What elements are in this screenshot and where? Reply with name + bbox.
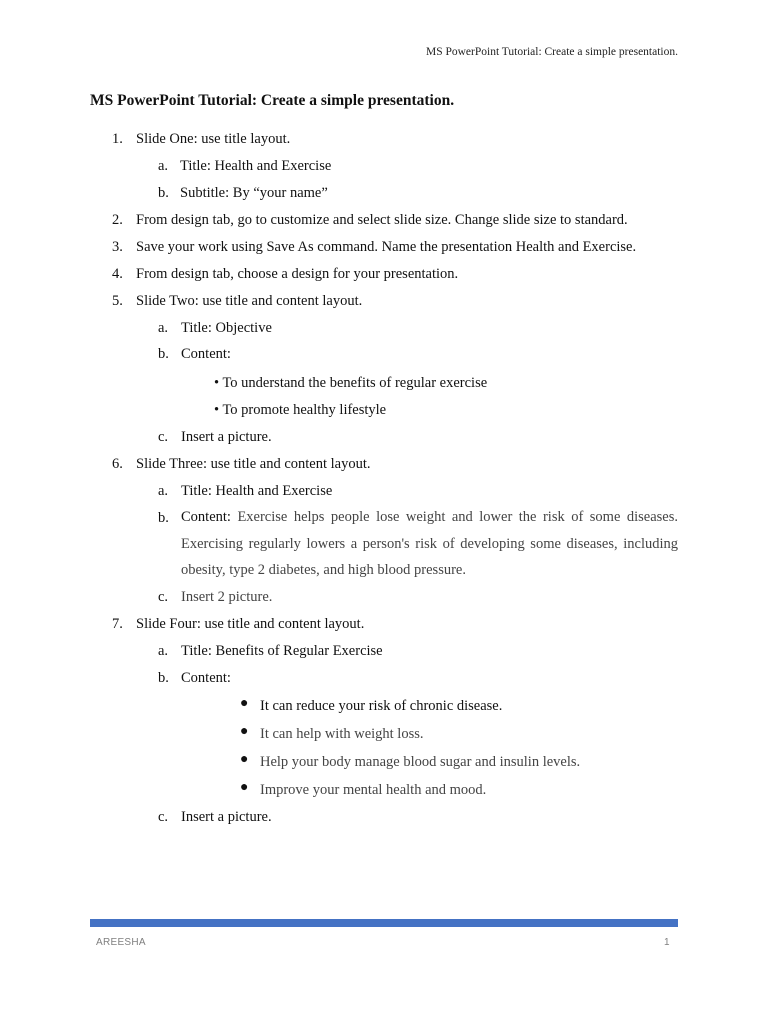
running-header: MS PowerPoint Tutorial: Create a simple presentation. — [425, 46, 678, 58]
step-6a-text: Title: Health and Exercise — [181, 483, 333, 499]
footer-bar — [90, 919, 678, 927]
step-6b-paragraph — [181, 504, 678, 584]
bullet-item: It can reduce your risk of chronic disease. — [260, 698, 503, 714]
bullet-dot-icon: ● — [240, 780, 249, 795]
sub-marker: a. — [158, 483, 169, 499]
sub-marker: c. — [158, 809, 169, 825]
sub-marker: b. — [158, 510, 169, 526]
step-4-text: From design tab, choose a design for your presentation. — [136, 266, 459, 282]
step-5-text: Slide Two: use title and content layout. — [136, 293, 363, 309]
list-number: 3. — [112, 239, 123, 255]
bullet-dot-icon: ● — [240, 752, 249, 767]
list-number: 6. — [112, 456, 123, 472]
step-2-text: From design tab, go to customize and select slide size. Change slide size to standard. — [136, 212, 628, 228]
sub-marker: b. — [158, 346, 169, 362]
bullet-item: It can help with weight loss. — [260, 726, 424, 742]
step-1a-text: Title: Health and Exercise — [180, 158, 332, 174]
step-7a-text: Title: Benefits of Regular Exercise — [181, 643, 383, 659]
sub-marker: a. — [158, 158, 169, 174]
bullet-dot-icon: ● — [240, 696, 249, 711]
sub-marker: c. — [158, 589, 169, 605]
step-6c-text: Insert 2 picture. — [181, 589, 273, 605]
sub-marker: b. — [158, 185, 169, 201]
bullet-item: • To promote healthy lifestyle — [214, 402, 387, 418]
step-5b-text: Content: — [181, 346, 231, 362]
page-number: 1 — [664, 937, 670, 948]
step-5c-text: Insert a picture. — [181, 429, 272, 445]
document-title: MS PowerPoint Tutorial: Create a simple presentation. — [90, 92, 455, 109]
list-number: 5. — [112, 293, 123, 309]
step-1-text: Slide One: use title layout. — [136, 131, 291, 147]
footer-author: AREESHA — [96, 937, 146, 948]
list-number: 2. — [112, 212, 123, 228]
step-7-text: Slide Four: use title and content layout. — [136, 616, 365, 632]
sub-marker: a. — [158, 643, 169, 659]
bullet-dot-icon: ● — [240, 724, 249, 739]
step-3-text: Save your work using Save As command. Name the presentation Health and Exercise. — [136, 239, 637, 255]
list-number: 4. — [112, 266, 123, 282]
bullet-item: • To understand the benefits of regular exercise — [214, 375, 488, 391]
content-text: Exercise helps people lose weight and lower the risk of some diseases. Exercising regularly lowers a person's risk of developing some diseases, including obesity, type 2 diabetes, and high blood pressure. — [181, 509, 678, 578]
step-6-text: Slide Three: use title and content layout. — [136, 456, 371, 472]
sub-marker: b. — [158, 670, 169, 686]
content-lead: Content: — [181, 509, 231, 525]
step-1b-text: Subtitle: By “your name” — [180, 185, 328, 201]
sub-marker: a. — [158, 320, 169, 336]
bullet-item: Improve your mental health and mood. — [260, 782, 487, 798]
bullet-item: Help your body manage blood sugar and insulin levels. — [260, 754, 581, 770]
list-number: 1. — [112, 131, 123, 147]
step-5a-text: Title: Objective — [181, 320, 272, 336]
step-7c-text: Insert a picture. — [181, 809, 272, 825]
sub-marker: c. — [158, 429, 169, 445]
list-number: 7. — [112, 616, 123, 632]
step-7b-text: Content: — [181, 670, 231, 686]
